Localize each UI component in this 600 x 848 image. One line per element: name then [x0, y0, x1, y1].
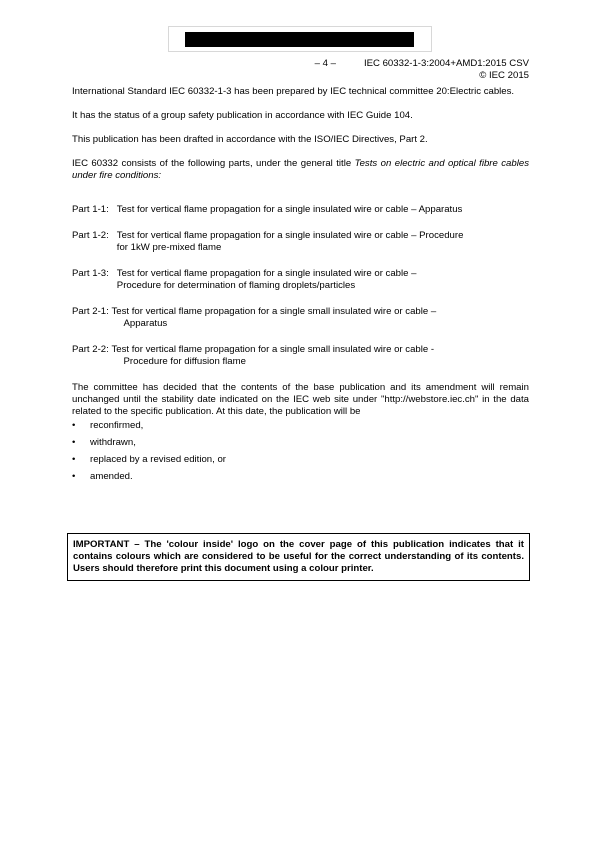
part-item	[72, 344, 529, 368]
paragraph-parts-intro	[72, 158, 529, 182]
paragraph-committee: The committee has decided that the contents of the base publication and its amendment will remain unchanged until the stability date indicated on the IEC web site under "http://webstore.iec.ch" in the data related to the specific publication. At this date, the publication will be	[72, 382, 529, 417]
part-line: Test for vertical flame propagation for a single small insulated wire or cable -	[111, 344, 435, 355]
part-line: Procedure for diffusion flame	[123, 356, 246, 367]
part-item	[72, 306, 529, 330]
redacted-bar	[185, 32, 414, 47]
part-text	[111, 344, 529, 368]
document-body	[72, 86, 529, 488]
part-text	[117, 230, 529, 254]
bullet-icon: •	[72, 420, 76, 431]
bullet-icon: •	[72, 471, 76, 482]
part-text	[117, 204, 529, 216]
list-item	[72, 454, 529, 471]
part-label: Part 1-3:	[72, 268, 117, 279]
part-item	[72, 230, 529, 254]
part-text	[117, 268, 529, 292]
important-text: IMPORTANT – The 'colour inside' logo on the cover page of this publication indicates that it contains colours which are considered to be useful for the correct understanding of its contents. Users should therefore print this document using a colour printer.	[73, 539, 524, 574]
list-item	[72, 437, 529, 454]
part-label: Part 1-1:	[72, 204, 117, 215]
part-line: for 1kW pre-mixed flame	[116, 242, 222, 253]
paragraph-drafted: This publication has been drafted in accordance with the ISO/IEC Directives, Part 2.	[72, 134, 428, 145]
general-title: Tests on electric and optical fibre cables under fire conditions:	[72, 158, 529, 181]
part-text	[111, 306, 529, 330]
list-item-text: amended.	[90, 471, 133, 482]
part-line: Test for vertical flame propagation for a single insulated wire or cable – Procedure	[116, 230, 464, 241]
list-item-text: replaced by a revised edition, or	[90, 454, 226, 465]
part-item	[72, 268, 529, 292]
part-label: Part 1-2:	[72, 230, 117, 241]
part-line: Test for vertical flame propagation for a single small insulated wire or cable –	[111, 306, 437, 317]
list-item-text: withdrawn,	[90, 437, 136, 448]
paragraph-status: It has the status of a group safety publication in accordance with IEC Guide 104.	[72, 110, 413, 121]
part-label: Part 2-2:	[72, 344, 112, 355]
important-notice	[67, 533, 530, 581]
page-header	[72, 58, 529, 82]
part-line: Procedure for determination of flaming droplets/particles	[116, 280, 356, 291]
document-id: IEC 60332-1-3:2004+AMD1:2015 CSV	[363, 58, 529, 69]
paragraph-intro: International Standard IEC 60332-1-3 has been prepared by IEC technical committee 20:Electric cables.	[72, 86, 515, 97]
part-line: Test for vertical flame propagation for a single insulated wire or cable – Apparatus	[116, 204, 463, 215]
parts-intro-text: IEC 60332 consists of the following parts, under the general title	[72, 158, 355, 169]
part-line: Apparatus	[123, 318, 168, 329]
list-item-text: reconfirmed,	[90, 420, 144, 431]
bullet-icon: •	[72, 454, 76, 465]
part-label: Part 2-1:	[72, 306, 112, 317]
part-item	[72, 204, 529, 216]
header-box	[168, 26, 432, 52]
bullet-icon: •	[72, 437, 76, 448]
bullet-list	[72, 420, 529, 488]
page-number: – 4 –	[314, 58, 336, 69]
part-line: Test for vertical flame propagation for a single insulated wire or cable –	[116, 268, 417, 279]
copyright: © IEC 2015	[479, 70, 529, 81]
list-item	[72, 420, 529, 437]
list-item	[72, 471, 529, 488]
